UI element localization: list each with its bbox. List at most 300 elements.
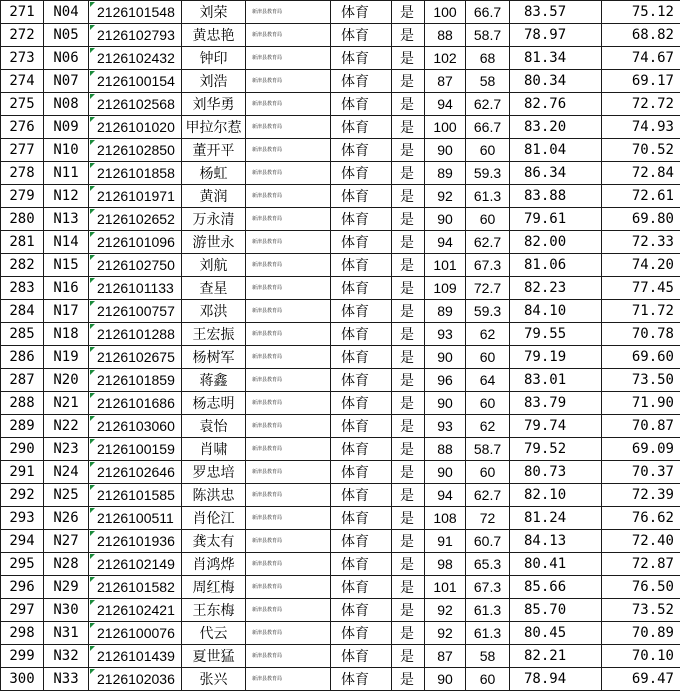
- written-converted-score-cell: 58.7: [466, 438, 510, 461]
- table-row: [1, 323, 680, 346]
- candidate-name-cell: 杨虹: [182, 162, 246, 185]
- written-converted-score-cell: 64: [466, 369, 510, 392]
- exam-id-cell: 2126100511: [89, 507, 182, 530]
- row-number-cell: 298: [1, 622, 44, 645]
- candidate-code-cell: N33: [44, 668, 89, 691]
- table-row: [1, 47, 680, 70]
- interview-score-cell: 81.24: [510, 507, 602, 530]
- table-row: [1, 576, 680, 599]
- written-raw-score-cell: 102: [425, 47, 466, 70]
- row-number-cell: 294: [1, 530, 44, 553]
- row-number-cell: 291: [1, 461, 44, 484]
- subject-cell: 体育: [331, 231, 392, 254]
- candidate-name-cell: 张兴: [182, 668, 246, 691]
- interview-score-cell: 83.57: [510, 1, 602, 24]
- qualified-flag-cell: 是: [392, 185, 425, 208]
- row-number-cell: 292: [1, 484, 44, 507]
- written-converted-score-cell: 58.7: [466, 24, 510, 47]
- candidate-code-cell: N19: [44, 346, 89, 369]
- table-row: [1, 392, 680, 415]
- table-row: [1, 1, 680, 24]
- unit-note-cell: 新津县教育局: [246, 323, 331, 346]
- table-row: [1, 277, 680, 300]
- total-score-cell: 74.20: [602, 254, 680, 277]
- unit-note-cell: 新津县教育局: [246, 116, 331, 139]
- total-score-cell: 69.60: [602, 346, 680, 369]
- candidate-name-cell: 王宏振: [182, 323, 246, 346]
- total-score-cell: 76.62: [602, 507, 680, 530]
- table-row: [1, 116, 680, 139]
- table-row: [1, 645, 680, 668]
- interview-score-cell: 83.01: [510, 369, 602, 392]
- candidate-code-cell: N12: [44, 185, 89, 208]
- total-score-cell: 68.82: [602, 24, 680, 47]
- written-converted-score-cell: 58: [466, 645, 510, 668]
- row-number-cell: 275: [1, 93, 44, 116]
- table-row: [1, 231, 680, 254]
- table-row: [1, 24, 680, 47]
- unit-note-cell: 新津县教育局: [246, 622, 331, 645]
- total-score-cell: 73.50: [602, 369, 680, 392]
- subject-cell: 体育: [331, 461, 392, 484]
- subject-cell: 体育: [331, 162, 392, 185]
- interview-score-cell: 80.41: [510, 553, 602, 576]
- interview-score-cell: 79.19: [510, 346, 602, 369]
- total-score-cell: 72.40: [602, 530, 680, 553]
- row-number-cell: 296: [1, 576, 44, 599]
- candidate-name-cell: 万永清: [182, 208, 246, 231]
- exam-id-cell: 2126101548: [89, 1, 182, 24]
- total-score-cell: 69.17: [602, 70, 680, 93]
- exam-id-cell: 2126102750: [89, 254, 182, 277]
- candidate-name-cell: 查星: [182, 277, 246, 300]
- total-score-cell: 69.80: [602, 208, 680, 231]
- written-converted-score-cell: 62: [466, 323, 510, 346]
- total-score-cell: 77.45: [602, 277, 680, 300]
- table-row: [1, 599, 680, 622]
- row-number-cell: 299: [1, 645, 44, 668]
- interview-score-cell: 82.10: [510, 484, 602, 507]
- candidate-code-cell: N10: [44, 139, 89, 162]
- written-raw-score-cell: 90: [425, 139, 466, 162]
- subject-cell: 体育: [331, 346, 392, 369]
- subject-cell: 体育: [331, 530, 392, 553]
- unit-note-cell: 新津县教育局: [246, 162, 331, 185]
- written-raw-score-cell: 89: [425, 162, 466, 185]
- candidate-code-cell: N17: [44, 300, 89, 323]
- total-score-cell: 71.72: [602, 300, 680, 323]
- unit-note-cell: 新津县教育局: [246, 438, 331, 461]
- qualified-flag-cell: 是: [392, 346, 425, 369]
- written-raw-score-cell: 89: [425, 300, 466, 323]
- qualified-flag-cell: 是: [392, 645, 425, 668]
- total-score-cell: 72.87: [602, 553, 680, 576]
- qualified-flag-cell: 是: [392, 139, 425, 162]
- candidate-name-cell: 刘荣: [182, 1, 246, 24]
- row-number-cell: 288: [1, 392, 44, 415]
- written-raw-score-cell: 91: [425, 530, 466, 553]
- exam-id-cell: 2126102149: [89, 553, 182, 576]
- table-row: [1, 507, 680, 530]
- exam-id-cell: 2126102421: [89, 599, 182, 622]
- interview-score-cell: 82.21: [510, 645, 602, 668]
- table-row: [1, 139, 680, 162]
- subject-cell: 体育: [331, 1, 392, 24]
- qualified-flag-cell: 是: [392, 438, 425, 461]
- written-converted-score-cell: 60: [466, 139, 510, 162]
- total-score-cell: 70.89: [602, 622, 680, 645]
- subject-cell: 体育: [331, 139, 392, 162]
- table-row: [1, 668, 680, 691]
- candidate-name-cell: 代云: [182, 622, 246, 645]
- interview-score-cell: 84.10: [510, 300, 602, 323]
- row-number-cell: 283: [1, 277, 44, 300]
- row-number-cell: 280: [1, 208, 44, 231]
- total-score-cell: 70.37: [602, 461, 680, 484]
- unit-note-cell: 新津县教育局: [246, 300, 331, 323]
- table-row: [1, 346, 680, 369]
- candidate-code-cell: N16: [44, 277, 89, 300]
- written-converted-score-cell: 61.3: [466, 599, 510, 622]
- unit-note-cell: 新津县教育局: [246, 461, 331, 484]
- interview-score-cell: 82.23: [510, 277, 602, 300]
- candidate-code-cell: N15: [44, 254, 89, 277]
- total-score-cell: 69.09: [602, 438, 680, 461]
- written-converted-score-cell: 68: [466, 47, 510, 70]
- written-converted-score-cell: 66.7: [466, 1, 510, 24]
- candidate-code-cell: N21: [44, 392, 89, 415]
- candidate-code-cell: N09: [44, 116, 89, 139]
- exam-id-cell: 2126100154: [89, 70, 182, 93]
- qualified-flag-cell: 是: [392, 162, 425, 185]
- unit-note-cell: 新津县教育局: [246, 47, 331, 70]
- subject-cell: 体育: [331, 208, 392, 231]
- qualified-flag-cell: 是: [392, 93, 425, 116]
- candidate-name-cell: 邓洪: [182, 300, 246, 323]
- candidate-name-cell: 董开平: [182, 139, 246, 162]
- table-row: [1, 300, 680, 323]
- total-score-cell: 72.72: [602, 93, 680, 116]
- candidate-code-cell: N26: [44, 507, 89, 530]
- candidate-name-cell: 肖啸: [182, 438, 246, 461]
- written-converted-score-cell: 72.7: [466, 277, 510, 300]
- exam-id-cell: 2126102432: [89, 47, 182, 70]
- candidate-code-cell: N27: [44, 530, 89, 553]
- candidate-name-cell: 周红梅: [182, 576, 246, 599]
- unit-note-cell: 新津县教育局: [246, 93, 331, 116]
- unit-note-cell: 新津县教育局: [246, 599, 331, 622]
- written-raw-score-cell: 94: [425, 93, 466, 116]
- written-converted-score-cell: 66.7: [466, 116, 510, 139]
- table-row: [1, 93, 680, 116]
- subject-cell: 体育: [331, 507, 392, 530]
- row-number-cell: 278: [1, 162, 44, 185]
- total-score-cell: 70.52: [602, 139, 680, 162]
- table-row: [1, 530, 680, 553]
- total-score-cell: 72.61: [602, 185, 680, 208]
- written-raw-score-cell: 108: [425, 507, 466, 530]
- qualified-flag-cell: 是: [392, 208, 425, 231]
- written-raw-score-cell: 101: [425, 254, 466, 277]
- table-row: [1, 553, 680, 576]
- candidate-name-cell: 肖伦江: [182, 507, 246, 530]
- unit-note-cell: 新津县教育局: [246, 208, 331, 231]
- written-converted-score-cell: 60: [466, 668, 510, 691]
- exam-id-cell: 2126102850: [89, 139, 182, 162]
- total-score-cell: 71.90: [602, 392, 680, 415]
- written-raw-score-cell: 98: [425, 553, 466, 576]
- total-score-cell: 70.10: [602, 645, 680, 668]
- written-raw-score-cell: 90: [425, 346, 466, 369]
- exam-id-cell: 2126101585: [89, 484, 182, 507]
- exam-id-cell: 2126102036: [89, 668, 182, 691]
- written-converted-score-cell: 67.3: [466, 254, 510, 277]
- row-number-cell: 289: [1, 415, 44, 438]
- written-raw-score-cell: 93: [425, 415, 466, 438]
- written-raw-score-cell: 109: [425, 277, 466, 300]
- unit-note-cell: 新津县教育局: [246, 530, 331, 553]
- written-converted-score-cell: 62: [466, 415, 510, 438]
- table-row: [1, 208, 680, 231]
- written-raw-score-cell: 90: [425, 668, 466, 691]
- total-score-cell: 70.78: [602, 323, 680, 346]
- written-converted-score-cell: 62.7: [466, 231, 510, 254]
- candidate-name-cell: 刘华勇: [182, 93, 246, 116]
- unit-note-cell: 新津县教育局: [246, 1, 331, 24]
- candidate-name-cell: 夏世猛: [182, 645, 246, 668]
- subject-cell: 体育: [331, 300, 392, 323]
- exam-id-cell: 2126102675: [89, 346, 182, 369]
- qualified-flag-cell: 是: [392, 300, 425, 323]
- candidate-code-cell: N08: [44, 93, 89, 116]
- qualified-flag-cell: 是: [392, 415, 425, 438]
- interview-score-cell: 81.34: [510, 47, 602, 70]
- interview-score-cell: 79.52: [510, 438, 602, 461]
- unit-note-cell: 新津县教育局: [246, 346, 331, 369]
- unit-note-cell: 新津县教育局: [246, 24, 331, 47]
- subject-cell: 体育: [331, 392, 392, 415]
- candidate-name-cell: 罗忠培: [182, 461, 246, 484]
- qualified-flag-cell: 是: [392, 576, 425, 599]
- row-number-cell: 273: [1, 47, 44, 70]
- qualified-flag-cell: 是: [392, 507, 425, 530]
- subject-cell: 体育: [331, 70, 392, 93]
- candidate-code-cell: N20: [44, 369, 89, 392]
- candidate-name-cell: 王东梅: [182, 599, 246, 622]
- candidate-name-cell: 龚太有: [182, 530, 246, 553]
- written-converted-score-cell: 62.7: [466, 484, 510, 507]
- written-converted-score-cell: 60: [466, 461, 510, 484]
- subject-cell: 体育: [331, 254, 392, 277]
- written-converted-score-cell: 60: [466, 346, 510, 369]
- exam-id-cell: 2126101936: [89, 530, 182, 553]
- interview-score-cell: 80.73: [510, 461, 602, 484]
- interview-score-cell: 83.88: [510, 185, 602, 208]
- table-row: [1, 254, 680, 277]
- qualified-flag-cell: 是: [392, 530, 425, 553]
- subject-cell: 体育: [331, 622, 392, 645]
- table-row: [1, 415, 680, 438]
- candidate-code-cell: N18: [44, 323, 89, 346]
- unit-note-cell: 新津县教育局: [246, 185, 331, 208]
- interview-score-cell: 85.70: [510, 599, 602, 622]
- candidate-code-cell: N13: [44, 208, 89, 231]
- written-converted-score-cell: 60: [466, 208, 510, 231]
- candidate-code-cell: N04: [44, 1, 89, 24]
- table-row: [1, 484, 680, 507]
- qualified-flag-cell: 是: [392, 254, 425, 277]
- table-body: [1, 1, 680, 691]
- table-row: [1, 162, 680, 185]
- interview-score-cell: 80.45: [510, 622, 602, 645]
- unit-note-cell: 新津县教育局: [246, 277, 331, 300]
- interview-score-cell: 79.74: [510, 415, 602, 438]
- total-score-cell: 73.52: [602, 599, 680, 622]
- written-raw-score-cell: 90: [425, 208, 466, 231]
- subject-cell: 体育: [331, 553, 392, 576]
- candidate-code-cell: N25: [44, 484, 89, 507]
- unit-note-cell: 新津县教育局: [246, 484, 331, 507]
- interview-score-cell: 82.00: [510, 231, 602, 254]
- row-number-cell: 290: [1, 438, 44, 461]
- row-number-cell: 297: [1, 599, 44, 622]
- row-number-cell: 285: [1, 323, 44, 346]
- subject-cell: 体育: [331, 116, 392, 139]
- subject-cell: 体育: [331, 438, 392, 461]
- written-raw-score-cell: 96: [425, 369, 466, 392]
- exam-id-cell: 2126101288: [89, 323, 182, 346]
- total-score-cell: 70.87: [602, 415, 680, 438]
- written-converted-score-cell: 60.7: [466, 530, 510, 553]
- row-number-cell: 295: [1, 553, 44, 576]
- subject-cell: 体育: [331, 24, 392, 47]
- interview-score-cell: 83.20: [510, 116, 602, 139]
- total-score-cell: 72.33: [602, 231, 680, 254]
- candidate-code-cell: N28: [44, 553, 89, 576]
- interview-score-cell: 86.34: [510, 162, 602, 185]
- qualified-flag-cell: 是: [392, 47, 425, 70]
- written-converted-score-cell: 72: [466, 507, 510, 530]
- table-row: [1, 369, 680, 392]
- written-raw-score-cell: 101: [425, 576, 466, 599]
- written-converted-score-cell: 58: [466, 70, 510, 93]
- written-raw-score-cell: 94: [425, 484, 466, 507]
- row-number-cell: 274: [1, 70, 44, 93]
- row-number-cell: 277: [1, 139, 44, 162]
- unit-note-cell: 新津县教育局: [246, 254, 331, 277]
- candidate-name-cell: 游世永: [182, 231, 246, 254]
- exam-id-cell: 2126101859: [89, 369, 182, 392]
- unit-note-cell: 新津县教育局: [246, 70, 331, 93]
- written-converted-score-cell: 61.3: [466, 185, 510, 208]
- qualified-flag-cell: 是: [392, 277, 425, 300]
- written-converted-score-cell: 59.3: [466, 162, 510, 185]
- unit-note-cell: 新津县教育局: [246, 415, 331, 438]
- subject-cell: 体育: [331, 599, 392, 622]
- qualified-flag-cell: 是: [392, 70, 425, 93]
- unit-note-cell: 新津县教育局: [246, 231, 331, 254]
- row-number-cell: 282: [1, 254, 44, 277]
- qualified-flag-cell: 是: [392, 553, 425, 576]
- exam-id-cell: 2126101096: [89, 231, 182, 254]
- total-score-cell: 72.39: [602, 484, 680, 507]
- candidate-code-cell: N30: [44, 599, 89, 622]
- candidate-code-cell: N06: [44, 47, 89, 70]
- written-raw-score-cell: 87: [425, 645, 466, 668]
- candidate-code-cell: N07: [44, 70, 89, 93]
- row-number-cell: 286: [1, 346, 44, 369]
- written-converted-score-cell: 59.3: [466, 300, 510, 323]
- written-converted-score-cell: 67.3: [466, 576, 510, 599]
- interview-score-cell: 85.66: [510, 576, 602, 599]
- subject-cell: 体育: [331, 415, 392, 438]
- written-raw-score-cell: 92: [425, 599, 466, 622]
- candidate-name-cell: 蒋鑫: [182, 369, 246, 392]
- qualified-flag-cell: 是: [392, 484, 425, 507]
- candidate-code-cell: N24: [44, 461, 89, 484]
- exam-id-cell: 2126103060: [89, 415, 182, 438]
- interview-score-cell: 80.34: [510, 70, 602, 93]
- qualified-flag-cell: 是: [392, 369, 425, 392]
- table-row: [1, 438, 680, 461]
- qualified-flag-cell: 是: [392, 231, 425, 254]
- exam-id-cell: 2126100159: [89, 438, 182, 461]
- subject-cell: 体育: [331, 323, 392, 346]
- unit-note-cell: 新津县教育局: [246, 392, 331, 415]
- candidate-code-cell: N23: [44, 438, 89, 461]
- interview-score-cell: 79.55: [510, 323, 602, 346]
- candidate-name-cell: 刘航: [182, 254, 246, 277]
- interview-score-cell: 84.13: [510, 530, 602, 553]
- exam-id-cell: 2126101971: [89, 185, 182, 208]
- interview-score-cell: 82.76: [510, 93, 602, 116]
- candidate-name-cell: 黄忠艳: [182, 24, 246, 47]
- interview-score-cell: 79.61: [510, 208, 602, 231]
- qualified-flag-cell: 是: [392, 668, 425, 691]
- row-number-cell: 287: [1, 369, 44, 392]
- written-raw-score-cell: 100: [425, 1, 466, 24]
- interview-score-cell: 78.94: [510, 668, 602, 691]
- unit-note-cell: 新津县教育局: [246, 507, 331, 530]
- exam-id-cell: 2126101020: [89, 116, 182, 139]
- qualified-flag-cell: 是: [392, 461, 425, 484]
- qualified-flag-cell: 是: [392, 24, 425, 47]
- total-score-cell: 74.67: [602, 47, 680, 70]
- subject-cell: 体育: [331, 576, 392, 599]
- qualified-flag-cell: 是: [392, 392, 425, 415]
- qualified-flag-cell: 是: [392, 599, 425, 622]
- written-converted-score-cell: 61.3: [466, 622, 510, 645]
- unit-note-cell: 新津县教育局: [246, 645, 331, 668]
- unit-note-cell: 新津县教育局: [246, 553, 331, 576]
- written-converted-score-cell: 65.3: [466, 553, 510, 576]
- table-row: [1, 461, 680, 484]
- exam-id-cell: 2126101858: [89, 162, 182, 185]
- candidate-name-cell: 袁怡: [182, 415, 246, 438]
- candidate-name-cell: 刘浩: [182, 70, 246, 93]
- total-score-cell: 72.84: [602, 162, 680, 185]
- row-number-cell: 279: [1, 185, 44, 208]
- written-raw-score-cell: 88: [425, 24, 466, 47]
- candidate-code-cell: N22: [44, 415, 89, 438]
- written-raw-score-cell: 88: [425, 438, 466, 461]
- row-number-cell: 272: [1, 24, 44, 47]
- table-row: [1, 70, 680, 93]
- candidate-name-cell: 黄润: [182, 185, 246, 208]
- candidate-code-cell: N32: [44, 645, 89, 668]
- subject-cell: 体育: [331, 93, 392, 116]
- exam-id-cell: 2126101582: [89, 576, 182, 599]
